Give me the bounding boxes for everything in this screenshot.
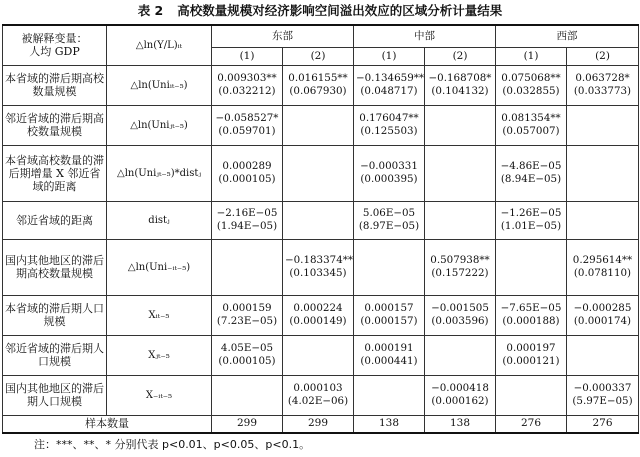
coef-cell: −0.000331 (0.000395) — [354, 145, 425, 201]
row-label: 本省域的滞后期人口规模 — [3, 295, 107, 335]
coef-cell: 0.081354** (0.057007) — [496, 105, 567, 145]
table-row — [3, 105, 639, 145]
coef-cell: 0.507938** (0.157222) — [425, 239, 496, 295]
sample-size-row — [3, 415, 639, 433]
sample-size-value: 299 — [212, 415, 283, 433]
table-row — [3, 335, 639, 375]
coef-cell: 0.000157 (0.000157) — [354, 295, 425, 335]
sample-size-value: 138 — [425, 415, 496, 433]
coef-cell: 0.009303** (0.032212) — [212, 65, 283, 105]
coef-cell: 0.000289 (0.000105) — [212, 145, 283, 201]
row-variable: Xⱼₜ₋₅ — [107, 335, 212, 375]
coef-cell: −1.26E−05 (1.01E−05) — [496, 201, 567, 239]
coef-cell — [425, 201, 496, 239]
row-label: 国内其他地区的滞后期人口规模 — [3, 375, 107, 415]
coef-cell — [283, 145, 354, 201]
dependent-variable-expression: △ln(Y/L)ᵢₜ — [107, 25, 212, 65]
coef-cell: 0.016155** (0.067930) — [283, 65, 354, 105]
coef-cell — [354, 375, 425, 415]
coef-cell — [425, 335, 496, 375]
header-row-regions — [3, 25, 639, 47]
sample-size-value: 276 — [496, 415, 567, 433]
row-label: 本省域的滞后期高校数量规模 — [3, 65, 107, 105]
row-variable: △ln(Uniⱼₜ₋₅)*distⱼ — [107, 145, 212, 201]
table-row — [3, 201, 639, 239]
coef-cell: −0.134659** (0.048717) — [354, 65, 425, 105]
coef-cell: 0.063728* (0.033773) — [567, 65, 639, 105]
coef-cell: 0.000191 (0.000441) — [354, 335, 425, 375]
coef-cell: 0.000159 (7.23E−05) — [212, 295, 283, 335]
table-row — [3, 145, 639, 201]
model-header: (2) — [425, 47, 496, 65]
row-variable: X₋ᵢₜ₋₅ — [107, 375, 212, 415]
table-row — [3, 239, 639, 295]
sample-size-value: 276 — [567, 415, 639, 433]
coef-cell: 0.000103 (4.02E−06) — [283, 375, 354, 415]
coef-cell — [567, 145, 639, 201]
coef-cell: 4.05E−05 (0.000105) — [212, 335, 283, 375]
coef-cell — [425, 145, 496, 201]
table-row — [3, 295, 639, 335]
row-variable: △ln(Uniᵢₜ₋₅) — [107, 65, 212, 105]
coef-cell: −0.058527* (0.059701) — [212, 105, 283, 145]
coef-cell — [425, 105, 496, 145]
table-note: 注：***、**、* 分别代表 p<0.01、p<0.05、p<0.1。 — [34, 438, 311, 451]
row-label: 国内其他地区的滞后期高校数量规模 — [3, 239, 107, 295]
row-variable: distⱼ — [107, 201, 212, 239]
coef-cell: −0.183374** (0.103345) — [283, 239, 354, 295]
model-header: (2) — [283, 47, 354, 65]
coef-cell: 0.176047** (0.125503) — [354, 105, 425, 145]
row-variable: Xᵢₜ₋₅ — [107, 295, 212, 335]
model-header: (2) — [567, 47, 639, 65]
row-variable: △ln(Uni₋ᵢₜ₋₅) — [107, 239, 212, 295]
coef-cell — [354, 239, 425, 295]
coef-cell: 5.06E−05 (8.97E−05) — [354, 201, 425, 239]
row-label: 邻近省域的滞后期人口规模 — [3, 335, 107, 375]
coef-cell: 0.000224 (0.000149) — [283, 295, 354, 335]
coef-cell — [496, 239, 567, 295]
region-west: 西部 — [496, 25, 639, 47]
sample-size-value: 138 — [354, 415, 425, 433]
row-label: 本省域高校数量的滞后期增量 X 邻近省域的距离 — [3, 145, 107, 201]
coef-cell: 0.295614** (0.078110) — [567, 239, 639, 295]
coef-cell: −7.65E−05 (0.000188) — [496, 295, 567, 335]
table-title — [0, 0, 640, 22]
model-header: (1) — [354, 47, 425, 65]
coef-cell: −0.000418 (0.000162) — [425, 375, 496, 415]
model-header: (1) — [212, 47, 283, 65]
coef-cell — [212, 375, 283, 415]
table-title-text: 高校数量规模对经济影响空间溢出效应的区域分析计量结果 — [177, 3, 503, 18]
coef-cell: −4.86E−05 (8.94E−05) — [496, 145, 567, 201]
coef-cell — [567, 201, 639, 239]
coef-cell: 0.000197 (0.000121) — [496, 335, 567, 375]
regression-table — [2, 24, 639, 434]
model-header: (1) — [496, 47, 567, 65]
table-row — [3, 65, 639, 105]
row-variable: △ln(Uniⱼₜ₋₅) — [107, 105, 212, 145]
coef-cell — [567, 335, 639, 375]
dependent-variable-label: 被解释变量： 人均 GDP — [3, 25, 107, 65]
coef-cell: −0.168708* (0.104132) — [425, 65, 496, 105]
table-row — [3, 375, 639, 415]
region-central: 中部 — [354, 25, 496, 47]
coef-cell: −0.000337 (5.97E−05) — [567, 375, 639, 415]
coef-cell: 0.075068** (0.032855) — [496, 65, 567, 105]
region-east: 东部 — [212, 25, 354, 47]
coef-cell — [567, 105, 639, 145]
table-number: 表 2 — [137, 3, 164, 18]
coef-cell — [496, 375, 567, 415]
coef-cell — [212, 239, 283, 295]
coef-cell: −0.001505 (0.003596) — [425, 295, 496, 335]
row-label: 邻近省域的滞后期高校数量规模 — [3, 105, 107, 145]
coef-cell — [283, 335, 354, 375]
coef-cell — [283, 201, 354, 239]
coef-cell — [283, 105, 354, 145]
coef-cell: −0.000285 (0.000174) — [567, 295, 639, 335]
sample-size-value: 299 — [283, 415, 354, 433]
sample-size-label: 样本数量 — [3, 415, 212, 433]
row-label: 邻近省域的距离 — [3, 201, 107, 239]
coef-cell: −2.16E−05 (1.94E−05) — [212, 201, 283, 239]
